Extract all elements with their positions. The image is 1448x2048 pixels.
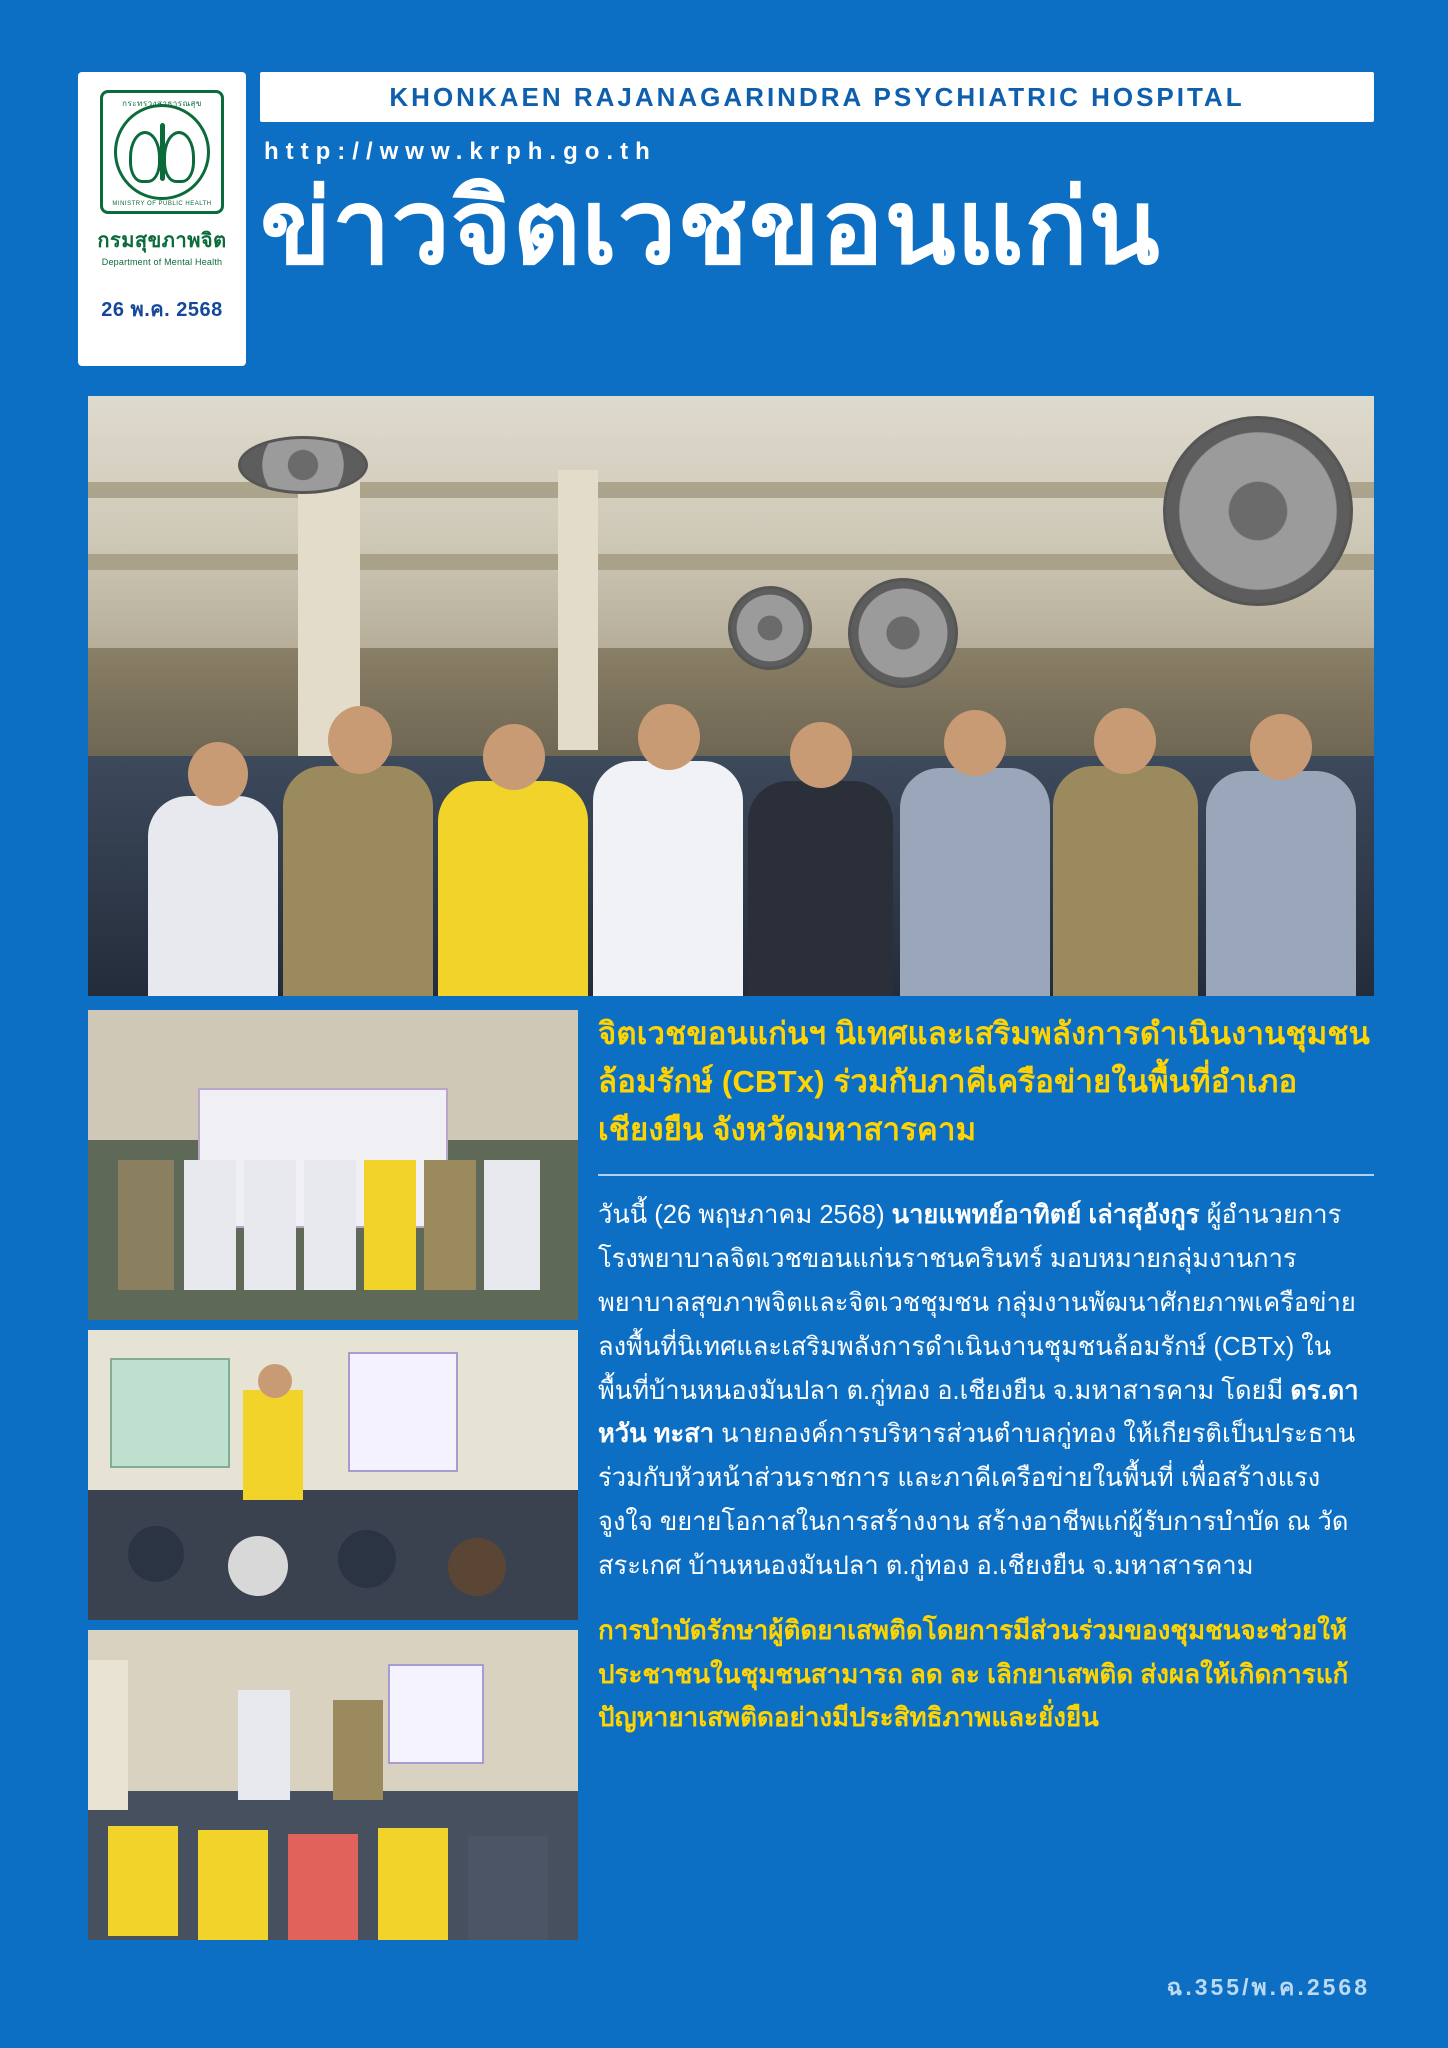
- thumb1-person-3: [244, 1160, 296, 1290]
- thumb1-person-2: [184, 1160, 236, 1290]
- body-name-director: นายแพทย์อาทิตย์ เล่าสุอังกูร: [891, 1201, 1200, 1230]
- photo-head-2: [328, 706, 392, 774]
- thumb2-audience-head-3: [338, 1530, 396, 1588]
- thumb2-speaker-head: [258, 1364, 292, 1398]
- photo-pillar-2: [558, 470, 598, 750]
- department-name-thai: กรมสุขภาพจิต: [97, 230, 227, 252]
- ministry-logo-box: [78, 72, 246, 366]
- page-header: [78, 72, 1374, 366]
- thumb1-person-1: [118, 1160, 174, 1290]
- thumbnail-photo-2: [88, 1330, 578, 1620]
- thumb2-audience-head-1: [128, 1526, 184, 1582]
- body-text-part-3: นายกองค์การบริหารส่วนตำบลกู่ทอง ให้เกียรติเป็นประธาน ร่วมกับหัวหน้าส่วนราชการ และภาคีเครือข่ายในพื้นที่ เพื่อสร้างแรงจูงใจ ขยายโอกาสในการสร้างงาน สร้างอาชีพแก่ผู้รับการบำบัด ณ วัดสระเกศ บ้านหนองมันปลา ต.กู่ทอง อ.เชียงยืน จ.มหาสารคาม: [598, 1420, 1356, 1581]
- thumb1-person-4: [304, 1160, 356, 1290]
- ceiling-fan-icon-2: [848, 578, 958, 688]
- thumb2-audience-head-4: [448, 1538, 506, 1596]
- thumb3-attendee-2: [198, 1830, 268, 1940]
- photo-person-2: [283, 766, 433, 996]
- thumb3-attendee-3: [288, 1834, 358, 1940]
- photo-person-1: [148, 796, 278, 996]
- ceiling-fan-icon-4: [238, 436, 368, 494]
- article-closing: การบำบัดรักษาผู้ติดยาเสพติดโดยการมีส่วนร่วมของชุมชนจะช่วยให้ประชาชนในชุมชนสามารถ ลด ละ เลิกยาเสพติด ส่งผลให้เกิดการแก้ปัญหายาเสพติดอย่างมีประสิทธิภาพและยั่งยืน: [598, 1614, 1349, 1733]
- photo-person-8: [1206, 771, 1356, 996]
- photo-head-6: [944, 710, 1006, 776]
- emblem-top-text: กระทรวงสาธารณสุข: [122, 99, 202, 108]
- website-url[interactable]: http://www.krph.go.th: [264, 138, 657, 165]
- photo-head-8: [1250, 714, 1312, 780]
- photo-head-5: [790, 722, 852, 788]
- photo-person-5: [748, 781, 893, 996]
- emblem-ring: [114, 104, 210, 200]
- thumbnail-photo-3: [88, 1630, 578, 1940]
- photo-person-3: [438, 781, 588, 996]
- thumb3-pillar: [88, 1660, 128, 1810]
- thumb1-person-6: [424, 1160, 476, 1290]
- photo-head-4: [638, 704, 700, 770]
- article-content: [598, 1010, 1374, 1740]
- emblem-bottom-text: MINISTRY OF PUBLIC HEALTH: [112, 201, 212, 207]
- photo-head-1: [188, 742, 248, 806]
- article-body: [598, 1194, 1374, 1589]
- header-right-block: [260, 72, 1374, 286]
- article-headline: จิตเวชขอนแก่นฯ นิเทศและเสริมพลังการดำเนินงานชุมชนล้อมรักษ์ (CBTx) ร่วมกับภาคีเครือข่ายในพื้นที่อำเภอเชียงยืน จังหวัดมหาสารคาม: [598, 1016, 1370, 1148]
- issue-date: 26 พ.ค. 2568: [101, 299, 223, 321]
- photo-person-7: [1053, 766, 1198, 996]
- hero-photo: [88, 396, 1374, 996]
- photo-person-4: [593, 761, 743, 996]
- thumb1-person-5: [364, 1160, 416, 1290]
- thumb2-poster-2: [348, 1352, 458, 1472]
- thumb2-poster-1: [110, 1358, 230, 1468]
- body-text-part-2: ผู้อำนวยการโรงพยาบาลจิตเวชขอนแก่นราชนครินทร์ มอบหมายกลุ่มงานการพยาบาลสุขภาพจิตและจิตเวชชุมชน กลุ่มงานพัฒนาศักยภาพเครือข่ายลงพื้นที่นิเทศและเสริมพลังการดำเนินงานชุมชนล้อมรักษ์ (CBTx) ในพื้นที่บ้านหนองมันปลา ต.กู่ทอง อ.เชียงยืน จ.มหาสารคาม โดยมี: [598, 1201, 1356, 1405]
- photo-wall: [88, 648, 1374, 768]
- photo-head-3: [483, 724, 545, 790]
- thumb3-attendee-5: [468, 1836, 548, 1940]
- caduceus-emblem-icon: [100, 90, 224, 214]
- organization-name: KHONKAEN RAJANAGARINDRA PSYCHIATRIC HOSPITAL: [389, 81, 1245, 112]
- masthead-title: ข่าวจิตเวชขอนแก่น: [260, 170, 1161, 286]
- emblem-rod: [160, 123, 165, 181]
- thumb3-attendee-4: [378, 1828, 448, 1940]
- organization-bar: [260, 72, 1374, 122]
- thumb3-attendee-1: [108, 1826, 178, 1936]
- photo-head-7: [1094, 708, 1156, 774]
- thumb3-officer: [333, 1700, 383, 1800]
- headline-divider: [598, 1174, 1374, 1176]
- department-name-english: Department of Mental Health: [101, 257, 223, 267]
- thumb2-audience-head-2: [228, 1536, 288, 1596]
- body-text-part-1: วันนี้ (26 พฤษภาคม 2568): [598, 1201, 892, 1230]
- thumb3-presenter: [238, 1690, 290, 1800]
- photo-person-6: [900, 768, 1050, 996]
- thumb1-person-7: [484, 1160, 540, 1290]
- thumbnail-photo-1: [88, 1010, 578, 1320]
- issue-number: ฉ.355/พ.ค.2568: [1166, 1974, 1370, 2000]
- thumb2-speaker: [243, 1390, 303, 1500]
- ceiling-fan-icon-3: [728, 586, 812, 670]
- thumb3-banner: [388, 1664, 484, 1764]
- ceiling-fan-icon-1: [1163, 416, 1353, 606]
- body-name-chairperson: ดร.ดาหวัน ทะสา: [598, 1376, 1359, 1449]
